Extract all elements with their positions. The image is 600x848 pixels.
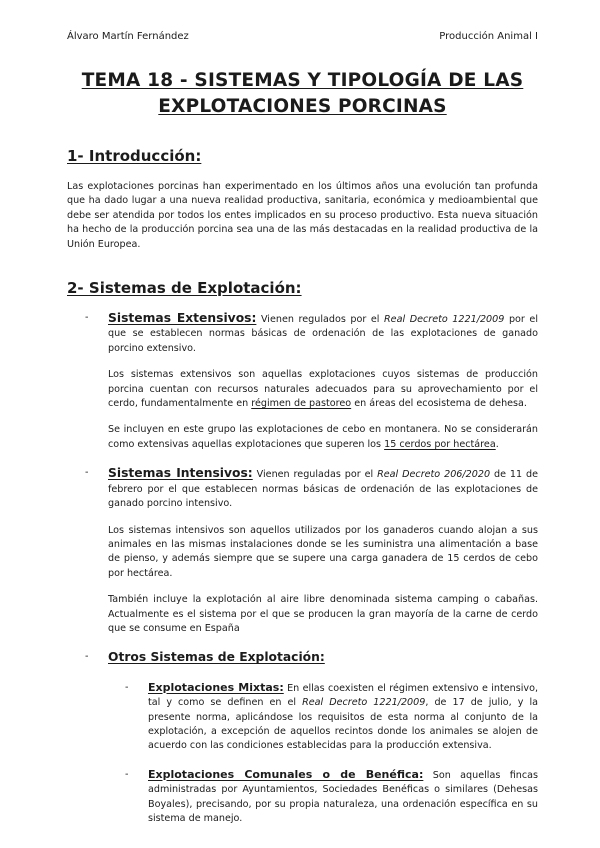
otros-sistemas-heading [108,650,538,666]
mixtas-paragraph [148,681,538,754]
text-run-heading: Sistemas Extensivos: [108,311,257,326]
section-heading-introduccion: 1- Introducción: [67,147,202,165]
text-run: Los sistemas extensivos son aquellas explotaciones cuyos sistemas de producción porcina cuentan con recursos naturales adecuados para su aprovechamiento por el cerdo, fundamentalmente en [108,369,538,410]
text-run-emphasis: 15 cerdos por hectárea [384,438,496,450]
text-run: Se incluyen en este grupo las explotaciones de cebo en montanera. No se considerarán como extensivas aquellas explotaciones que superen los [108,424,538,450]
document-title-line-1: TEMA 18 - SISTEMAS Y TIPOLOGÍA DE LAS [81,70,524,91]
text-run: , de 17 de julio, y la presente norma, aplicándose los requisitos de esta norma al conjunto de la explotación, a excepción de aquellos recintos donde los animales se alojen de acuerdo con las condiciones establecidas para la producción extensiva. [148,697,538,752]
extensivos-paragraph-3 [108,423,538,452]
extensivos-paragraph-2 [108,368,538,411]
text-run: Son aquellas fincas administradas por Ayuntamientos, Sociedades Benéficas o similares (Dehesas Boyales), precisando, por su propia naturaleza, una ordenación específica en su sistema de manejo. [148,769,538,824]
bullet-dash: - [125,681,129,693]
comunales-paragraph [148,768,538,827]
bullet-dash: - [85,467,89,479]
sub-bullet-item-explotaciones-mixtas [125,681,538,754]
text-run-heading: Explotaciones Mixtas: [148,680,284,694]
text-run: por el que se establecen normas básicas de ordenación de las explotaciones de ganado porcino extensivo. [108,314,538,354]
text-run-emphasis: régimen de pastoreo [251,398,352,410]
text-run-emphasis: Real Decreto 1221/2009 [302,697,426,709]
intensivos-paragraph-2 [108,524,538,582]
text-run-emphasis: Real Decreto 1221/2009 [384,314,505,326]
intensivos-paragraph-3 [108,593,538,636]
bullet-item-sistemas-intensivos [85,466,538,636]
document-title-line-2: EXPLOTACIONES PORCINAS [158,96,447,117]
extensivos-paragraph-1 [108,311,538,356]
bullet-item-sistemas-extensivos [85,311,538,452]
bullet-item-otros-sistemas [85,650,538,826]
text-run: Vienen regulados por el [256,314,385,326]
intensivos-paragraph-1 [108,466,538,511]
sub-bullet-content-mixtas [148,681,538,754]
sub-bullet-item-explotaciones-comunales [125,768,538,827]
text-run-emphasis: Real Decreto 206/2020 [377,469,491,481]
text-run-heading: Sistemas Intensivos: [108,466,253,481]
section-heading-sistemas-explotacion: 2- Sistemas de Explotación: [67,279,302,298]
header-author: Álvaro Martín Fernández [67,31,189,42]
bullet-content-extensivos [108,311,538,452]
sub-bullet-content-comunales [148,768,538,827]
bullet-content-otros [108,650,538,826]
bullet-dash: - [85,651,89,663]
text-run: Los sistemas intensivos son aquellos utilizados por los ganaderos cuando alojan a sus animales en las mismas instalaciones donde se les suministra una alimentación a base de pienso, y además siempre que se supere una carga ganadera de 15 cerdos de cebo por hectárea. [108,524,538,579]
bullet-dash: - [125,768,129,780]
text-run: de 11 de febrero por el que establecen normas básicas de ordenación de las explotaciones de ganado porcino intensivo. [108,469,539,510]
document-title [67,68,538,120]
text-run: . [495,438,499,450]
header-course: Producción Animal I [439,31,538,42]
text-run: En ellas coexisten el régimen extensivo e intensivo, tal y como se definen en el [148,682,539,709]
text-run-heading: Otros Sistemas de Explotación: [108,650,325,665]
text-run: en áreas del ecosistema de dehesa. [351,398,527,410]
intro-paragraph: Las explotaciones porcinas han experimentado en los últimos años una evolución tan profunda que ha dado lugar a una nueva realidad productiva, sanitaria, económica y medioambiental que debe ser atendida por todos los entes implicados en su proceso productivo. Esta nueva situación ha hecho de la producción porcina sea una de las más destacadas en la realidad productiva de la Unión Europea. [67,181,538,250]
text-run: Vienen reguladas por el [252,469,378,481]
page-header [67,30,538,43]
text-run: También incluye la explotación al aire libre denominada sistema camping o cabañas. Actualmente es el sistema por el que se producen la gran mayoría de la carne de cerdo que se consume en España [108,594,538,634]
bullet-content-intensivos [108,466,538,636]
text-run-heading: Explotaciones Comunales o de Benéfica: [148,767,424,781]
bullet-dash: - [85,312,89,324]
